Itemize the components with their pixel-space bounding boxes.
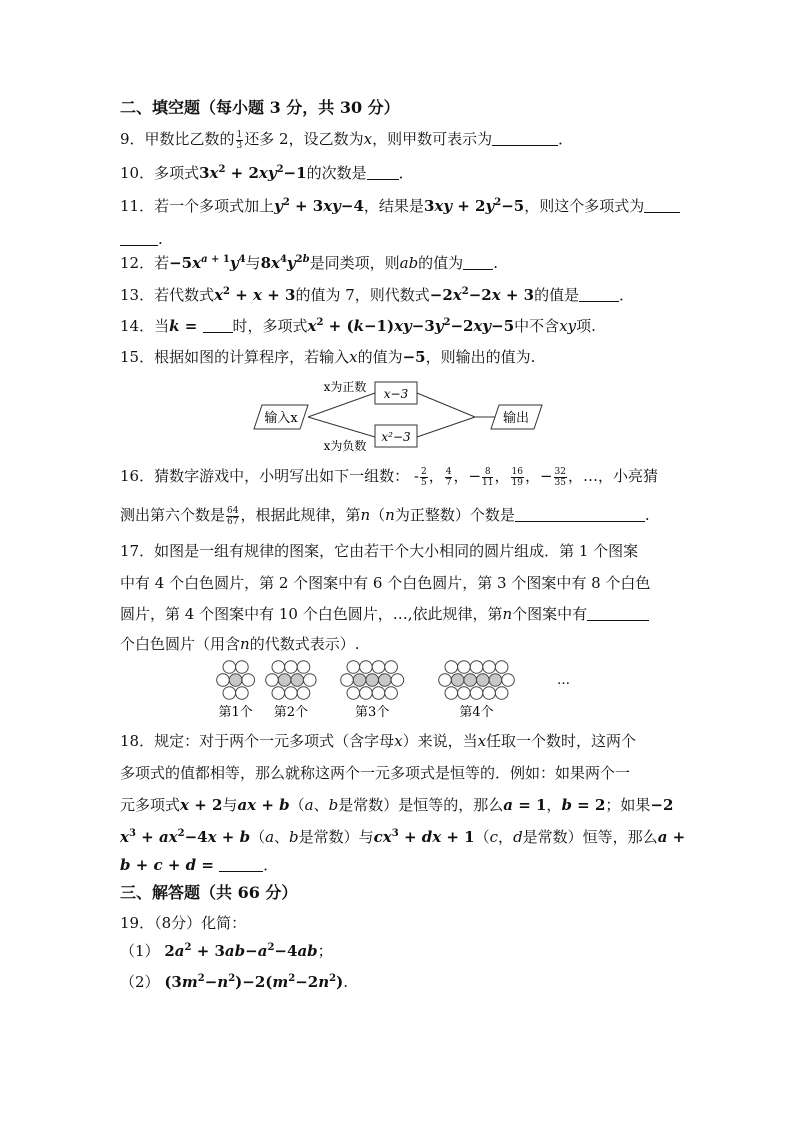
question-16-cont: 测出第六个数是 $\frac{64}{67}$ ，根据此规律，第n（n为正整数）个数是 . — [120, 505, 650, 527]
white-disc — [341, 674, 354, 687]
question-12: 12．若$-5x^{a + 1}y^4$与$8x^4y^{2b}$是同类项，则ab的值为 . — [120, 254, 498, 272]
white-disc — [236, 687, 249, 700]
top-condition-label: x为正数 — [323, 380, 367, 394]
question-10: 10．多项式$3x^2 + 2xy^2-1$的次数是 ． — [120, 164, 414, 182]
fraction-one-third: $\frac{1}{3}$ — [236, 129, 243, 151]
answer-blank — [587, 606, 649, 621]
white-disc — [285, 661, 298, 674]
flow-line — [417, 417, 475, 437]
white-disc — [445, 661, 458, 674]
answer-blank — [120, 231, 158, 246]
white-disc — [391, 674, 404, 687]
white-disc — [385, 687, 398, 700]
flowchart-diagram — [250, 375, 550, 455]
output-label: 输出 — [502, 411, 530, 426]
top-box-text: x−3 — [383, 387, 409, 401]
white-disc — [236, 661, 249, 674]
pattern-ellipsis: … — [557, 673, 570, 688]
white-disc — [483, 661, 496, 674]
grey-disc — [291, 674, 304, 687]
question-18-line5: b + c + d = ． — [120, 856, 279, 874]
answer-blank — [219, 857, 263, 872]
white-disc — [372, 687, 385, 700]
white-disc — [483, 687, 496, 700]
answer-blank — [463, 255, 493, 270]
grey-disc — [489, 674, 502, 687]
question-14: 14．当k = 时，多项式$x^2 + (k-1)xy-3y^2-2xy-5$中不含xy项. — [120, 317, 596, 335]
question-19-part1: （1） $2a^2 + 3ab-a^2-4ab$； — [120, 942, 333, 960]
question-17-line2: 中有 4 个白色圆片，第 2 个图案中有 6 个白色圆片，第 3 个图案中有 8 个白色 — [120, 574, 651, 592]
white-disc — [266, 674, 279, 687]
white-disc — [223, 687, 236, 700]
grey-disc — [379, 674, 392, 687]
question-11: 11．若一个多项式加上$y^2 + 3xy-4$，结果是$3xy + 2y^2-5$，则这个多项式为 — [120, 196, 680, 216]
white-disc — [495, 687, 508, 700]
fraction-sign: - — [413, 467, 419, 485]
white-disc — [502, 674, 515, 687]
separator: ， — [428, 467, 444, 485]
fraction-sign: − — [468, 467, 482, 485]
question-18-line3: 元多项式x + 2与ax + b（a、b是常数）是恒等的，那么a = 1，b = 2；如果−2 — [120, 796, 674, 814]
white-disc — [360, 687, 373, 700]
white-disc — [272, 687, 285, 700]
sixth-number-fraction: $\frac{64}{67}$ — [227, 505, 239, 527]
answer-blank — [203, 318, 233, 333]
question-17-line1: 17．如图是一组有规律的图案，它由若干个大小相同的圆片组成．第 1 个图案 — [120, 542, 639, 560]
grey-disc — [353, 674, 366, 687]
question-16: 16．猜数字游戏中，小明写出如下一组数： - $\frac{2}{5}$ ， $\frac{4}{7}$ ，− $\frac{8}{11}$ ， $\frac{16}{19}$ ，− $\frac{32}{35}$ ，…，小亮猜 — [120, 466, 659, 488]
fraction-sequence — [413, 466, 568, 488]
pattern-label: 第2个 — [273, 705, 309, 720]
sequence-fraction: $\frac{16}{19}$ — [511, 466, 523, 488]
white-disc — [495, 661, 508, 674]
flow-line — [308, 417, 375, 437]
input-label: 输入x — [264, 411, 298, 426]
white-disc — [372, 661, 385, 674]
white-disc — [242, 674, 255, 687]
question-15: 15．根据如图的计算程序，若输入x的值为−5，则输出的值为. — [120, 348, 536, 366]
question-17-line4: 个白色圆片（用含n的代数式表示）. — [120, 635, 360, 653]
grey-disc — [366, 674, 379, 687]
question-11-cont: . — [120, 229, 163, 249]
white-disc — [458, 661, 471, 674]
white-disc — [470, 687, 483, 700]
question-19-part2: （2） $(3m^2-n^2)-2(m^2-2n^2)$. — [120, 973, 348, 991]
answer-blank — [644, 198, 680, 213]
white-disc — [297, 661, 310, 674]
fraction-sign: − — [539, 467, 553, 485]
section-3-heading: 三、解答题（共 66 分） — [120, 883, 298, 902]
white-disc — [439, 674, 452, 687]
pattern-label: 第1个 — [218, 705, 253, 720]
flow-line — [308, 393, 375, 417]
grey-disc — [278, 674, 291, 687]
grey-disc — [451, 674, 464, 687]
answer-blank — [492, 131, 558, 146]
question-13: 13．若代数式$x^2 + x + 3$的值为 7，则代数式$-2x^2-2x + 3$的值是 ． — [120, 286, 635, 304]
bottom-condition-label: x为负数 — [323, 439, 367, 453]
white-disc — [297, 687, 310, 700]
question-17-line3: 圆片，第 4 个图案中有 10 个白色圆片，…,依此规律，第n个图案中有 — [120, 604, 649, 624]
white-disc — [304, 674, 317, 687]
answer-blank — [579, 287, 619, 302]
sequence-fraction: − $\frac{8}{11}$ — [468, 466, 494, 488]
grey-disc — [464, 674, 477, 687]
white-disc — [470, 661, 483, 674]
circle-pattern-figure — [215, 660, 585, 720]
question-18-line4: $x^3 + ax^2-4x + b(a$、b是常数）与$cx^3$ + dx + 1（c，d是常数）恒等，那么a + — [120, 828, 686, 846]
separator: ， — [524, 467, 540, 485]
white-disc — [217, 674, 230, 687]
white-disc — [385, 661, 398, 674]
sequence-fraction: - $\frac{2}{5}$ — [413, 466, 427, 488]
white-disc — [360, 661, 373, 674]
white-disc — [458, 687, 471, 700]
white-disc — [272, 661, 285, 674]
white-disc — [347, 687, 360, 700]
bottom-box-text: x²−3 — [381, 430, 411, 444]
sequence-fraction: − $\frac{32}{35}$ — [539, 466, 566, 488]
answer-blank — [515, 507, 645, 522]
sequence-fraction: $\frac{4}{7}$ — [445, 466, 452, 488]
question-18-line2: 多项式的值都相等，那么就称这两个一元多项式是恒等的．例如：如果两个一 — [120, 764, 631, 782]
separator: ， — [453, 467, 469, 485]
flow-line — [417, 393, 475, 417]
pattern-label: 第4个 — [459, 705, 494, 720]
section-2-heading: 二、填空题（每小题 3 分，共 30 分） — [120, 98, 400, 117]
separator: ， — [494, 467, 510, 485]
question-9: 9．甲数比乙数的 $\frac{1}{3}$ 还多 2，设乙数为x，则甲数可表示为 ． — [120, 129, 574, 151]
white-disc — [445, 687, 458, 700]
pattern-label: 第3个 — [355, 705, 390, 720]
question-19-title: 19．（8分）化简： — [120, 914, 247, 932]
question-18-line1: 18．规定：对于两个一元多项式（含字母x）来说，当x任取一个数时，这两个 — [120, 732, 637, 750]
white-disc — [223, 661, 236, 674]
grey-disc — [477, 674, 490, 687]
white-disc — [285, 687, 298, 700]
grey-disc — [229, 674, 242, 687]
answer-blank — [367, 165, 399, 180]
white-disc — [347, 661, 360, 674]
